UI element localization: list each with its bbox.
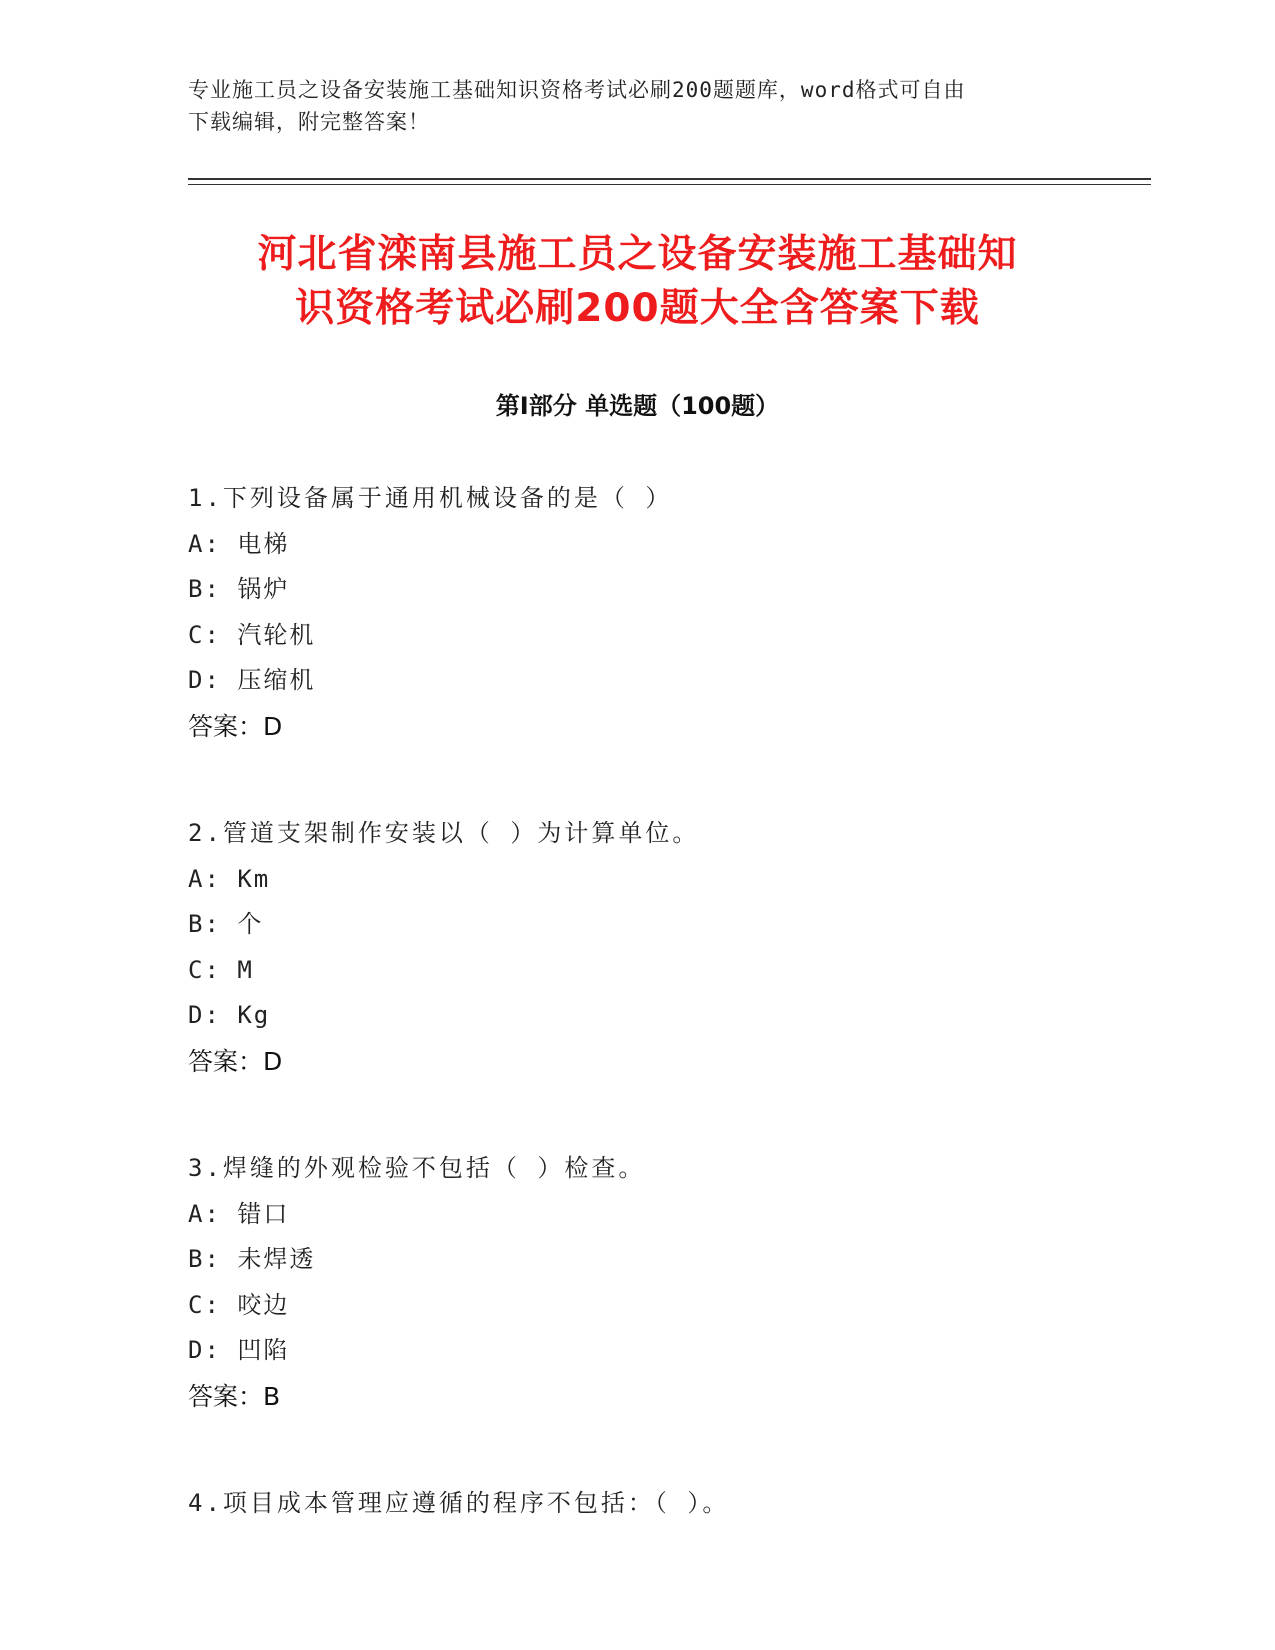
header-line-1: 专业施工员之设备安装施工基础知识资格考试必刷200题题库，word格式可自由 (188, 78, 966, 102)
header-divider-thick (188, 178, 1151, 180)
title-line-2: 识资格考试必刷200题大全含答案下载 (295, 286, 980, 331)
question-list (188, 476, 1138, 1589)
question-3 (188, 1146, 1138, 1419)
option-a: A: 电梯 (188, 529, 290, 558)
option-a: A: Km (188, 864, 271, 893)
option-c: C: 咬边 (188, 1290, 290, 1319)
question-stem: 1.下列设备属于通用机械设备的是（ ） (188, 484, 673, 512)
header-line-2: 下载编辑，附完整答案！ (188, 110, 430, 134)
question-stem: 3.焊缝的外观检验不包括（ ）检查。 (188, 1154, 646, 1182)
option-c: C: M (188, 955, 254, 984)
section-heading: 第Ⅰ部分 单选题（100题） (495, 392, 780, 420)
header-divider-thin (188, 184, 1151, 185)
option-d: D: Kg (188, 1001, 271, 1029)
answer-line: 答案：D (188, 711, 283, 741)
document-title (150, 228, 1125, 336)
option-b: B: 个 (188, 910, 264, 938)
document-header-note (188, 74, 1088, 138)
question-stem: 4.项目成本管理应遵循的程序不包括：（ ）。 (188, 1489, 730, 1517)
option-d: D: 凹陷 (188, 1336, 290, 1364)
answer-line: 答案：B (188, 1381, 281, 1411)
question-2 (188, 811, 1138, 1084)
question-4 (188, 1481, 1138, 1527)
option-b: B: 未焊透 (188, 1245, 316, 1273)
option-d: D: 压缩机 (188, 666, 316, 694)
option-b: B: 锅炉 (188, 575, 290, 603)
question-stem: 2.管道支架制作安装以（ ）为计算单位。 (188, 819, 700, 847)
option-c: C: 汽轮机 (188, 620, 316, 649)
answer-line: 答案：D (188, 1046, 283, 1076)
question-1 (188, 476, 1138, 749)
title-line-1: 河北省滦南县施工员之设备安装施工基础知 (257, 232, 1018, 277)
option-a: A: 错口 (188, 1199, 290, 1228)
